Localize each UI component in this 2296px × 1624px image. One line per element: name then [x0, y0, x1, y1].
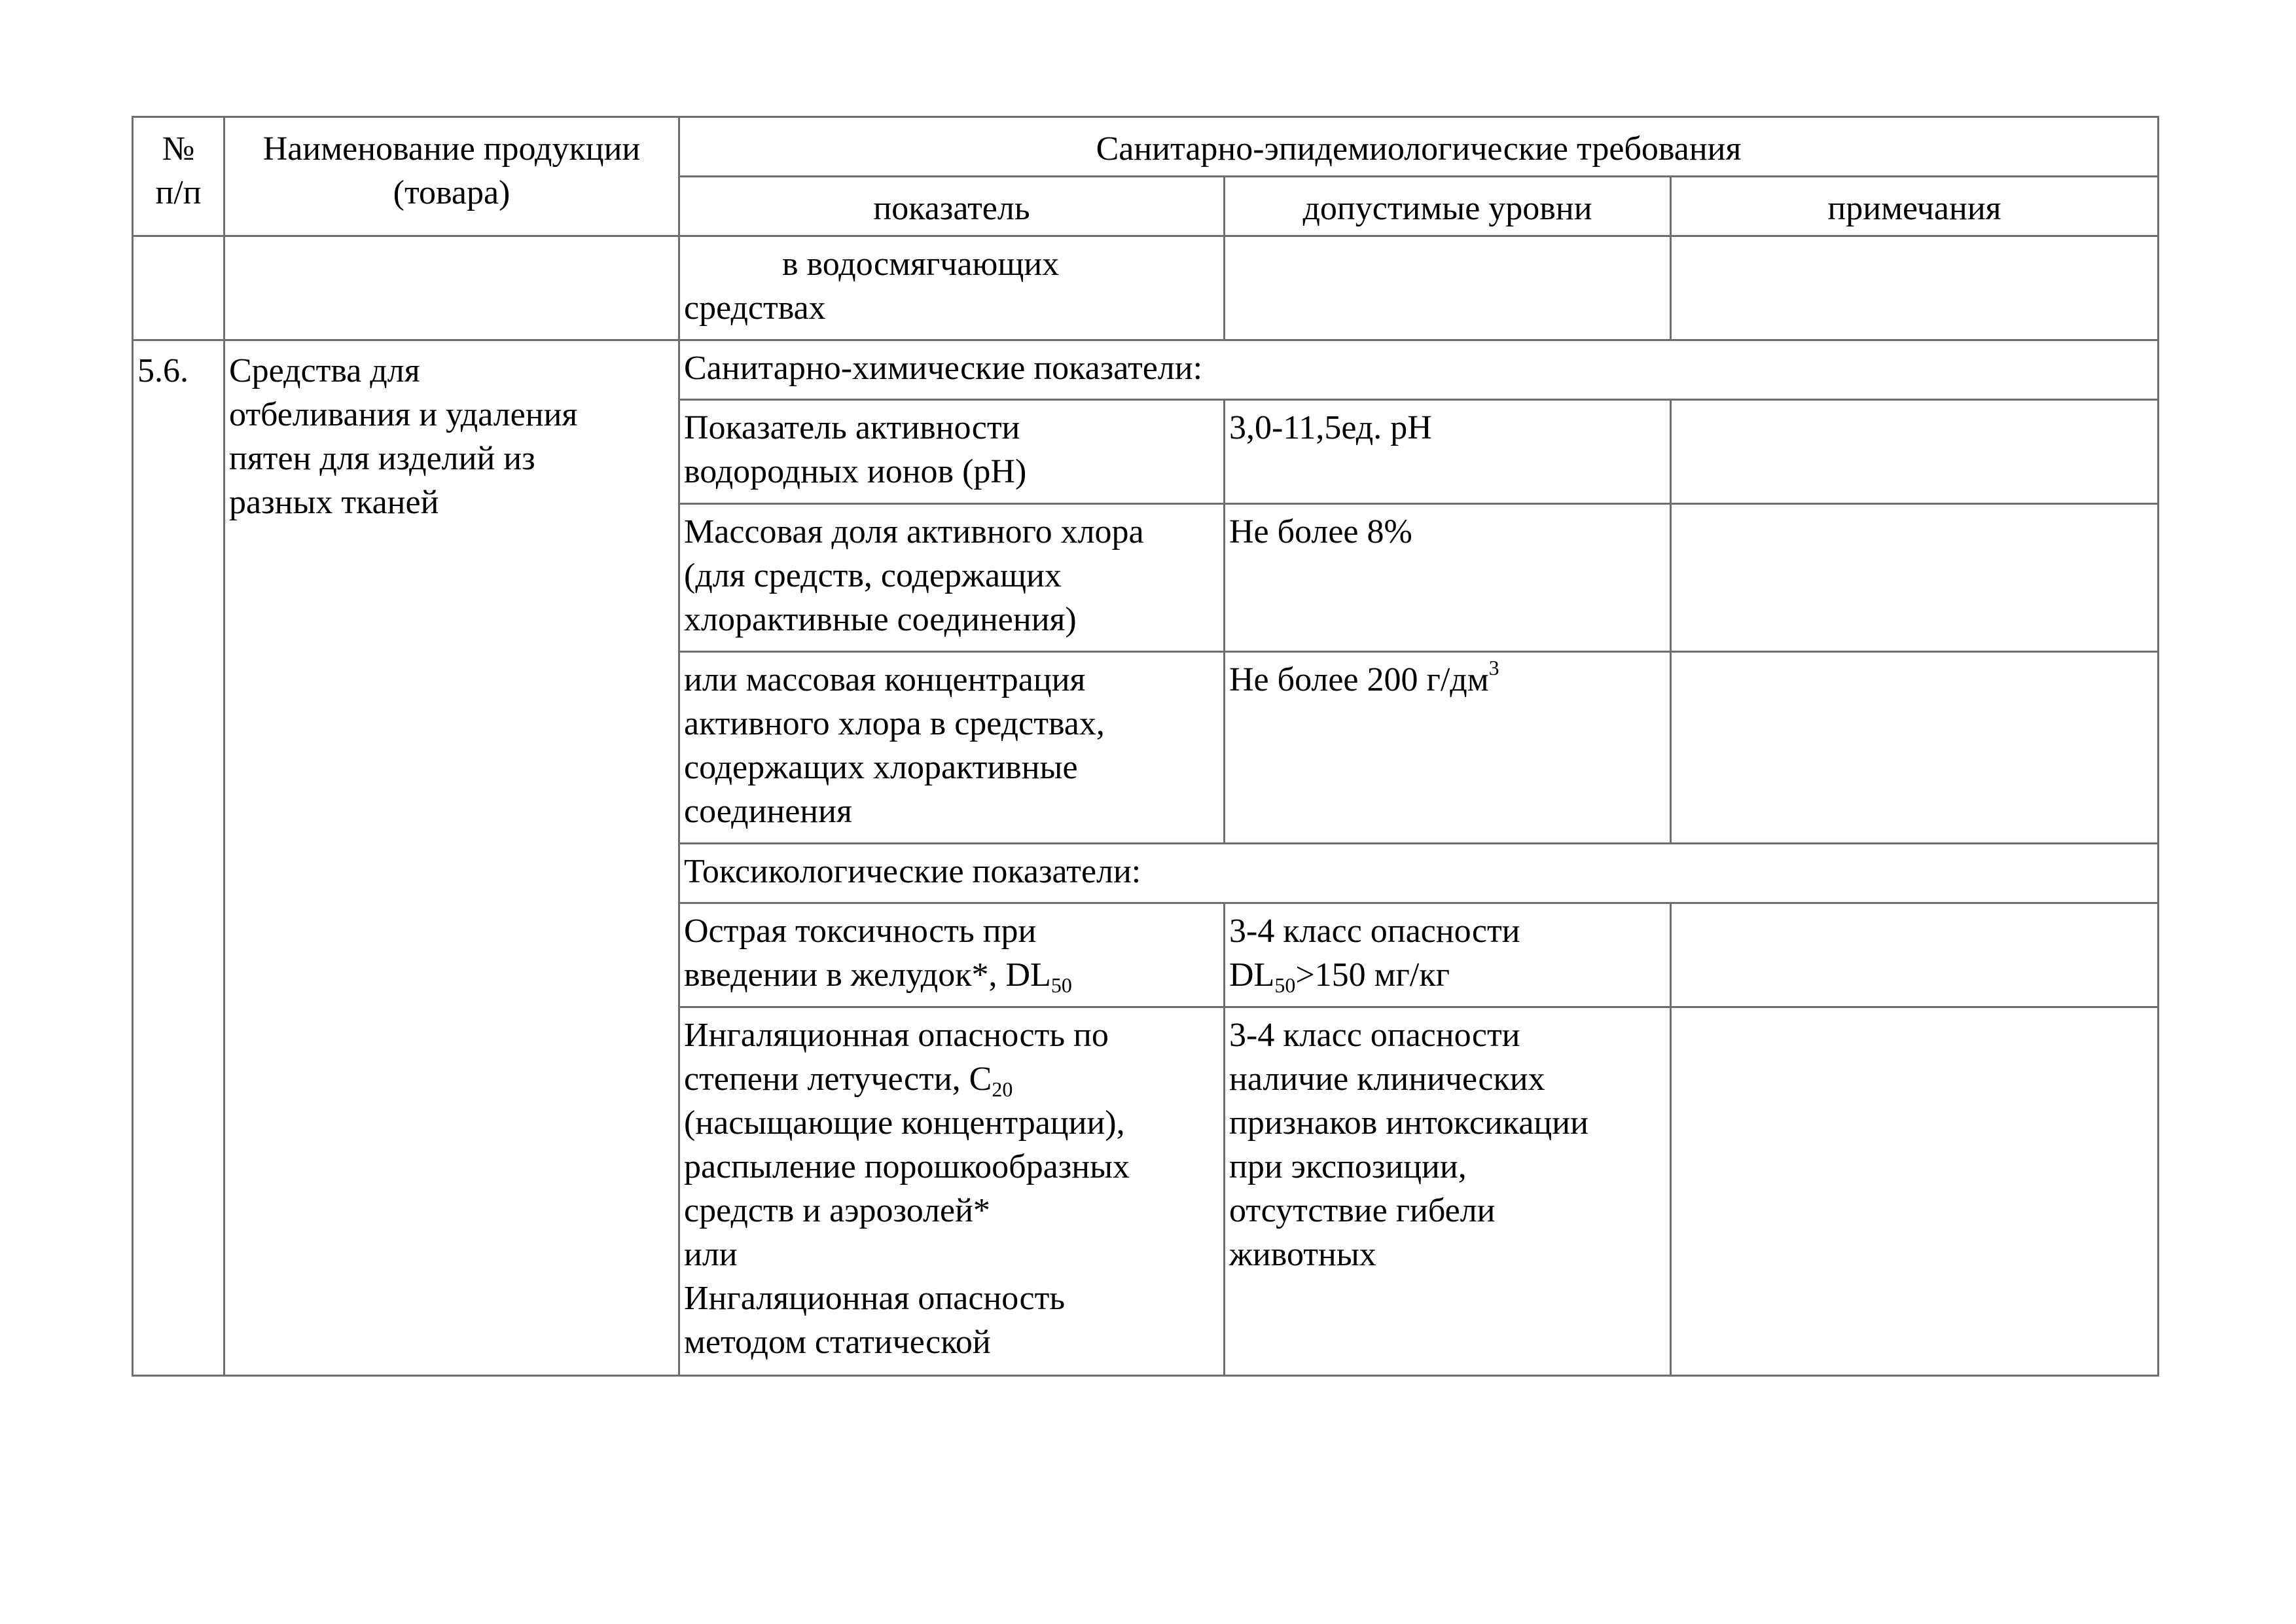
mass-indicator-line: Массовая доля активного хлора — [684, 513, 1144, 550]
inhal-indicator-line: Ингаляционная опасность по — [684, 1017, 1109, 1054]
conc-indicator-line: активного хлора в средствах, — [684, 705, 1105, 742]
acute-indicator-text: введении в желудок*, DL — [684, 956, 1051, 994]
continuation-line1: в водосмягчающих — [782, 245, 1060, 283]
conc-level-cell — [1225, 652, 1671, 844]
inhal-indicator-text: степени летучести, C — [684, 1060, 992, 1098]
inhal-indicator-line: (насыщающие концентрации), — [684, 1104, 1125, 1142]
header-requirements-title: Санитарно-эпидемиологические требования — [679, 117, 2159, 177]
inhal-level-line: 3-4 класс опасности — [1229, 1017, 1520, 1054]
continuation-line2: средствах — [684, 289, 826, 327]
conc-indicator-cell — [679, 652, 1225, 844]
mass-indicator-line: хлорактивные соединения) — [684, 601, 1077, 638]
table-row — [133, 340, 2159, 400]
product-name-line: отбеливания и удаления — [229, 396, 578, 433]
header-number-cell — [133, 117, 224, 236]
inhal-indicator-subscript: 20 — [992, 1077, 1013, 1101]
acute-level-cell — [1225, 903, 1671, 1007]
inhal-indicator-line: методом статической — [684, 1324, 991, 1361]
inhal-level-line: при экспозиции, — [1229, 1148, 1467, 1185]
requirements-table — [132, 116, 2159, 1377]
section-product-name — [224, 340, 679, 1376]
acute-indicator-line — [684, 953, 1219, 997]
mass-indicator-cell — [679, 504, 1225, 652]
conc-note — [1671, 652, 2159, 844]
acute-level-line — [1229, 953, 1666, 997]
mass-indicator-line: (для средств, содержащих — [684, 557, 1062, 594]
inhal-indicator-line: распыление порошкообразных — [684, 1148, 1130, 1185]
product-name-line: пятен для изделий из — [229, 440, 535, 477]
table-row — [133, 236, 2159, 340]
inhal-note — [1671, 1007, 2159, 1376]
sanitary-chemical-heading: Санитарно-химические показатели: — [679, 340, 2159, 400]
ph-indicator-line: Показатель активности — [684, 409, 1020, 446]
inhal-level-cell — [1225, 1007, 1671, 1376]
header-indicator: показатель — [679, 177, 1225, 236]
empty-cell — [224, 236, 679, 340]
inhal-level-line: отсутствие гибели — [1229, 1192, 1496, 1229]
header-levels: допустимые уровни — [1225, 177, 1671, 236]
product-name-line: разных тканей — [229, 484, 439, 521]
acute-indicator-subscript: 50 — [1050, 973, 1072, 997]
header-product-line1: Наименование продукции — [262, 130, 641, 168]
header-product-cell — [224, 117, 679, 236]
mass-note — [1671, 504, 2159, 652]
table-header-row — [133, 117, 2159, 177]
inhal-indicator-line: или — [684, 1236, 738, 1273]
conc-indicator-line: или массовая концентрация — [684, 661, 1086, 698]
ph-indicator-line: водородных ионов (pH) — [684, 453, 1027, 490]
inhal-level-line: признаков интоксикации — [1229, 1104, 1588, 1142]
acute-indicator-cell — [679, 903, 1225, 1007]
ph-level: 3,0-11,5ед. pH — [1225, 400, 1671, 504]
acute-indicator-line: Острая токсичность при — [684, 912, 1037, 950]
inhal-indicator-line: средств и аэрозолей* — [684, 1192, 990, 1229]
inhal-level-line: животных — [1229, 1236, 1376, 1273]
empty-cell — [1671, 236, 2159, 340]
acute-note — [1671, 903, 2159, 1007]
header-number-abbr: п/п — [155, 174, 202, 211]
conc-indicator-line: содержащих хлорактивные — [684, 749, 1078, 786]
inhal-indicator-line — [684, 1057, 1219, 1101]
conc-indicator-line: соединения — [684, 793, 852, 830]
section-number: 5.6. — [133, 340, 224, 1376]
header-product-line2: (товара) — [393, 174, 511, 211]
inhal-level-line: наличие клинических — [1229, 1060, 1545, 1098]
header-number-symbol: № — [162, 130, 195, 168]
header-notes: примечания — [1671, 177, 2159, 236]
acute-level-line: 3-4 класс опасности — [1229, 912, 1520, 950]
ph-note — [1671, 400, 2159, 504]
continuation-indicator-cell — [679, 236, 1225, 340]
ph-indicator-cell — [679, 400, 1225, 504]
conc-level-text: Не более 200 г/дм — [1229, 661, 1489, 698]
acute-level-suffix: >150 мг/кг — [1295, 956, 1450, 994]
product-name-line: Средства для — [229, 352, 420, 389]
toxicology-heading: Токсикологические показатели: — [679, 844, 2159, 903]
acute-level-subscript: 50 — [1274, 973, 1296, 997]
empty-cell — [133, 236, 224, 340]
inhal-indicator-line: Ингаляционная опасность — [684, 1280, 1066, 1317]
inhal-indicator-cell — [679, 1007, 1225, 1376]
mass-level: Не более 8% — [1225, 504, 1671, 652]
acute-level-prefix: DL — [1229, 956, 1275, 994]
conc-level-exponent: 3 — [1488, 656, 1499, 679]
empty-cell — [1225, 236, 1671, 340]
